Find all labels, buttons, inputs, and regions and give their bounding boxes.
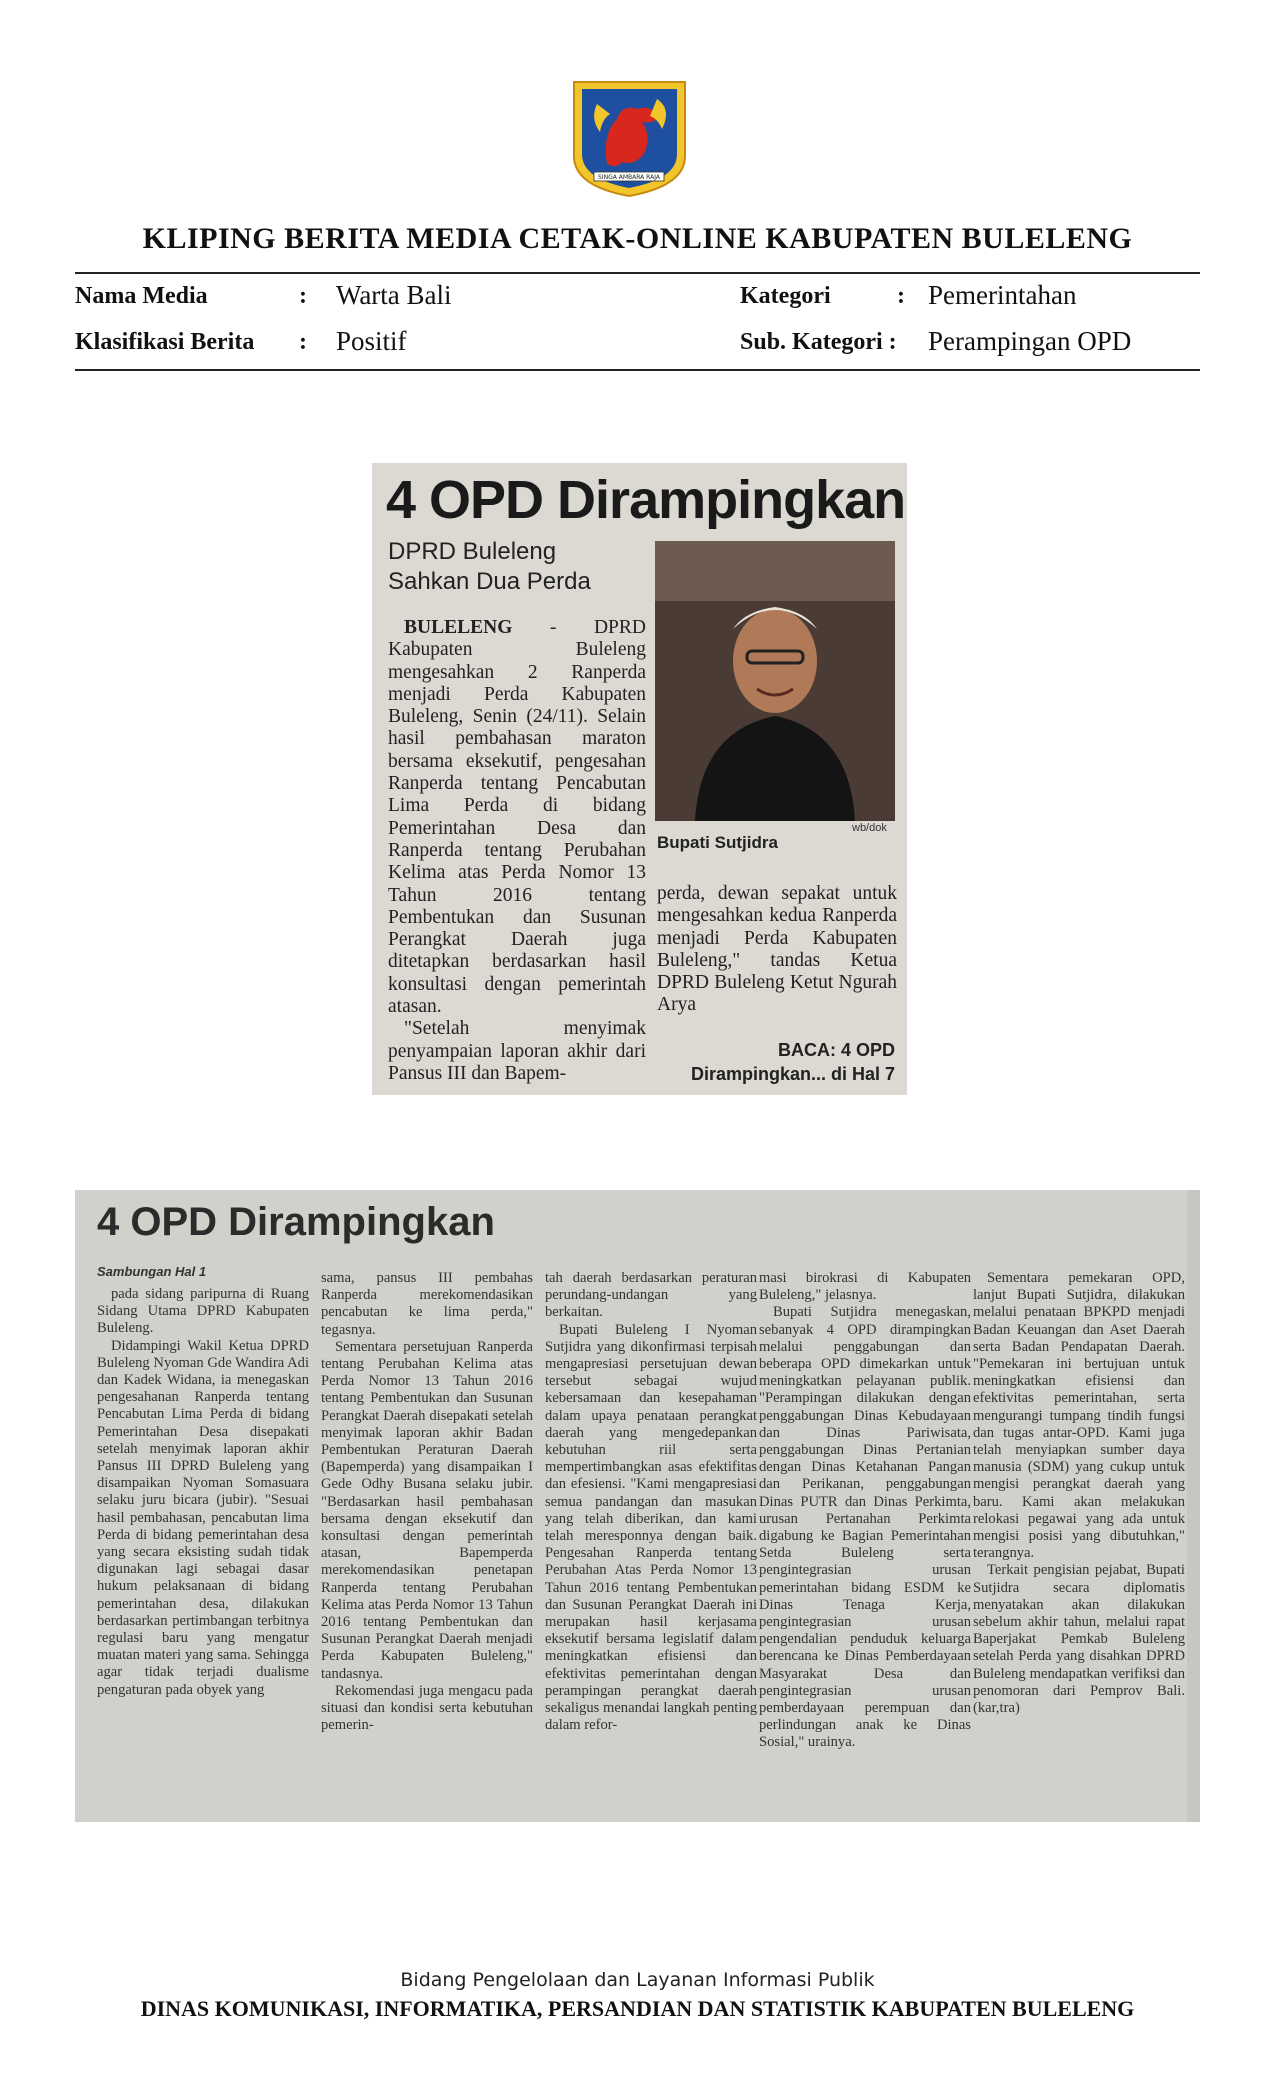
clipping-subheadline: DPRD Buleleng Sahkan Dua Perda bbox=[388, 538, 591, 595]
colon: : bbox=[299, 329, 307, 355]
article-column-3: tah daerah berdasarkan peraturan perundang-undangan yang berkaitan. Bupati Buleleng I Nyoman Sutjidra yang dikonfirmasi terpisah mengapresiasi persetujuan dewan tersebut sebagai wujud kebersamaan dan kesepahaman dalam upaya penataan perangkat daerah yang mengedepankan kebutuhan riil serta mempertimbangkan asas efektifitas dan efesiensi. "Kami mengapresiasi semua pandangan dan masukan yang telah diberikan, dan kami telah meresponnya dengan baik. Pengesahan Ranperda tentang Perubahan Atas Perda Nomor 13 Tahun 2016 tentang Pembentukan dan Susunan Perangkat Daerah ini merupakan hasil kerjasama eksekutif bersama legislatif dalam meningkatkan efisiensi dan efektivitas pemerintahan dengan perampingan perangkat daerah sekaligus menandai langkah penting dalam refor- bbox=[545, 1270, 757, 1734]
news-clipping-continuation bbox=[75, 1190, 1200, 1822]
footer-department: Bidang Pengelolaan dan Layanan Informasi Publik bbox=[400, 1969, 875, 1991]
clipping-headline: 4 OPD Dirampingkan bbox=[386, 470, 906, 530]
clipping-headline: 4 OPD Dirampingkan bbox=[97, 1200, 495, 1244]
paragraph: "Setelah menyimak penyampaian laporan akhir dari Pansus III dan Bapem- bbox=[388, 1018, 646, 1084]
kategori-label: Kategori bbox=[740, 283, 831, 309]
footer-agency: DINAS KOMUNIKASI, INFORMATIKA, PERSANDIAN DAN STATISTIK KABUPATEN BULELENG bbox=[140, 1996, 1135, 2021]
news-clipping-front bbox=[372, 463, 907, 1095]
nama-media-label: Nama Media bbox=[75, 283, 208, 309]
lead-paragraph: - DPRD Kabupaten Buleleng mengesahkan 2 Ranperda menjadi Perda Kabupaten Buleleng, Senin (24/11). Selain hasil pembahasan maraton bersama eksekutif, pengesahan Ranperda tentang Pencabutan Lima Perda di bidang Pemerintahan Desa dan Ranperda tentang Perubahan Kelima atas Perda Nomor 13 Tahun 2016 tentang Pembentukan dan Susunan Perangkat Daerah juga ditetapkan berdasarkan hasil konsultasi dengan pemerintah atasan. bbox=[388, 617, 646, 1018]
nama-media-value: Warta Bali bbox=[336, 280, 452, 310]
dateline: BULELENG bbox=[404, 617, 513, 638]
logo-text: SINGA AMBARA RAJA bbox=[598, 174, 660, 181]
kabupaten-buleleng-logo bbox=[562, 74, 697, 199]
sub-kategori-value: Perampingan OPD bbox=[928, 326, 1132, 356]
article-column-1: pada sidang paripurna di Ruang Sidang Utama DPRD Kabupaten Buleleng. Didampingi Wakil Ketua DPRD Buleleng Nyoman Gde Wandira Adi dan Kadek Widana, ia menegaskan pengesahanan Ranperda tentang Pencabutan Lima Perda di bidang Pemerintahan Desa disepakati setelah menyimak laporan akhir Pansus III DPRD Buleleng yang disampaikan Nyoman Somasuara selaku juru bicara (jubir). "Sesuai hasil pembahasan, pencabutan lima Perda di bidang pemerintahan desa yang secara eksisting sudah tidak digunakan lagi sebagai dasar hukum pelaksanaan di bidang pemerintahan desa, dilakukan berdasarkan pertimbangan terbitnya regulasi baru yang mengatur muatan materi yang sama. Sehingga agar tidak terjadi dualisme pengaturan pada obyek yang bbox=[97, 1286, 309, 1698]
article-column-5: Sementara pemekaran OPD, lanjut Bupati Sutjidra, dilakukan melalui penataan BPKPD menjadi Badan Keuangan dan Aset Daerah serta Badan Pendapatan Daerah. "Pemekaran ini bertujuan untuk meningkatkan efisiensi dan efektivitas pemerintahan, serta mengurangi tumpang tindih fungsi dan tugas antar-OPD. Kami juga telah menyiapkan sumber daya manusia (SDM) yang cukup untuk mengisi perangkat daerah yang baru. Kami akan melakukan relokasi pegawai yang ada untuk mengisi posisi yang dibutuhkan," terangnya. Terkait pengisian pejabat, Bupati Sutjidra secara diplomatis menyatakan akan dilakukan sebelum akhir tahun, melalui rapat Baperjakat Pemkab Buleleng setelah Perda yang disahkan DPRD Buleleng mendapatkan verifiksi dan penomoran dari Pemprov Bali. (kar,tra) bbox=[973, 1270, 1185, 1717]
bupati-photo bbox=[655, 541, 895, 821]
sambungan-label: Sambungan Hal 1 bbox=[97, 1264, 207, 1279]
photo-caption: Bupati Sutjidra bbox=[657, 833, 778, 852]
header-divider bbox=[75, 272, 1200, 274]
klasifikasi-label: Klasifikasi Berita bbox=[75, 329, 255, 355]
article-right-column bbox=[657, 883, 897, 1017]
continuation-note: BACA: 4 OPD Dirampingkan... di Hal 7 bbox=[690, 1040, 895, 1084]
page-title: KLIPING BERITA MEDIA CETAK-ONLINE KABUPATEN BULELENG bbox=[142, 222, 1133, 255]
klasifikasi-value: Positif bbox=[336, 326, 407, 356]
photo-credit: wb/dok bbox=[852, 822, 887, 834]
article-left-column bbox=[388, 617, 646, 1085]
adjacent-article-edge bbox=[1187, 1190, 1200, 1822]
article-column-4: masi birokrasi di Kabupaten Buleleng," jelasnya. Bupati Sutjidra menegaskan, sebanyak 4 OPD dirampingkan melalui penggabungan dan beberapa OPD dimekarkan untuk meningkatkan pelayanan publik. "Perampingan dilakukan dengan penggabungan Dinas Kebudayaan dan Dinas Pariwisata, penggabungan Dinas Pertanian dengan Dinas Ketahanan Pangan dan Perikanan, penggabungan Dinas PUTR dan Dinas Perkimta, urusan Pertanahan Perkimta digabung ke Bagian Pemerintahan Setda Buleleng serta pengintegrasian urusan pemerintahan bidang ESDM ke Dinas Tenaga Kerja, pengintegrasian urusan pengendalian penduduk keluarga berencana ke Dinas Pemberdayaan Masyarakat Desa dan pengintegrasian urusan pemberdayaan perempuan dan perlindungan anak ke Dinas Sosial," urainya. bbox=[759, 1270, 971, 1751]
meta-divider bbox=[75, 369, 1200, 371]
paragraph: perda, dewan sepakat untuk mengesahkan kedua Ranperda menjadi Perda Kabupaten Buleleng," tandas Ketua DPRD Buleleng Ketut Ngurah Arya bbox=[657, 883, 897, 1016]
colon: : bbox=[299, 283, 307, 309]
article-column-2: sama, pansus III pembahas Ranperda merekomendasikan pencabutan ke lima perda," tegasnya. Sementara persetujuan Ranperda tentang Perubahan Kelima atas Perda Nomor 13 Tahun 2016 tentang Pembentukan dan Susunan Perangkat Daerah disepakati setelah menyimak laporan akhir Badan Pembentukan Peraturan Daerah (Bapemperda) yang disampaikan I Gede Odhy Busana selaku jubir. "Berdasarkan hasil pembahasan bersama dengan eksekutif dan konsultasi dengan pemerintah atasan, Bapemperda merekomendasikan penetapan Ranperda tentang Perubahan Kelima atas Perda Nomor 13 Tahun 2016 tentang Pembentukan dan Susunan Perangkat Daerah menjadi Perda Kabupaten Buleleng," tandasnya. Rekomendasi juga mengacu pada situasi dan kondisi serta kebutuhan pemerin- bbox=[321, 1270, 533, 1734]
colon: : bbox=[897, 283, 905, 309]
sub-kategori-label: Sub. Kategori : bbox=[740, 329, 897, 355]
kategori-value: Pemerintahan bbox=[928, 280, 1077, 310]
